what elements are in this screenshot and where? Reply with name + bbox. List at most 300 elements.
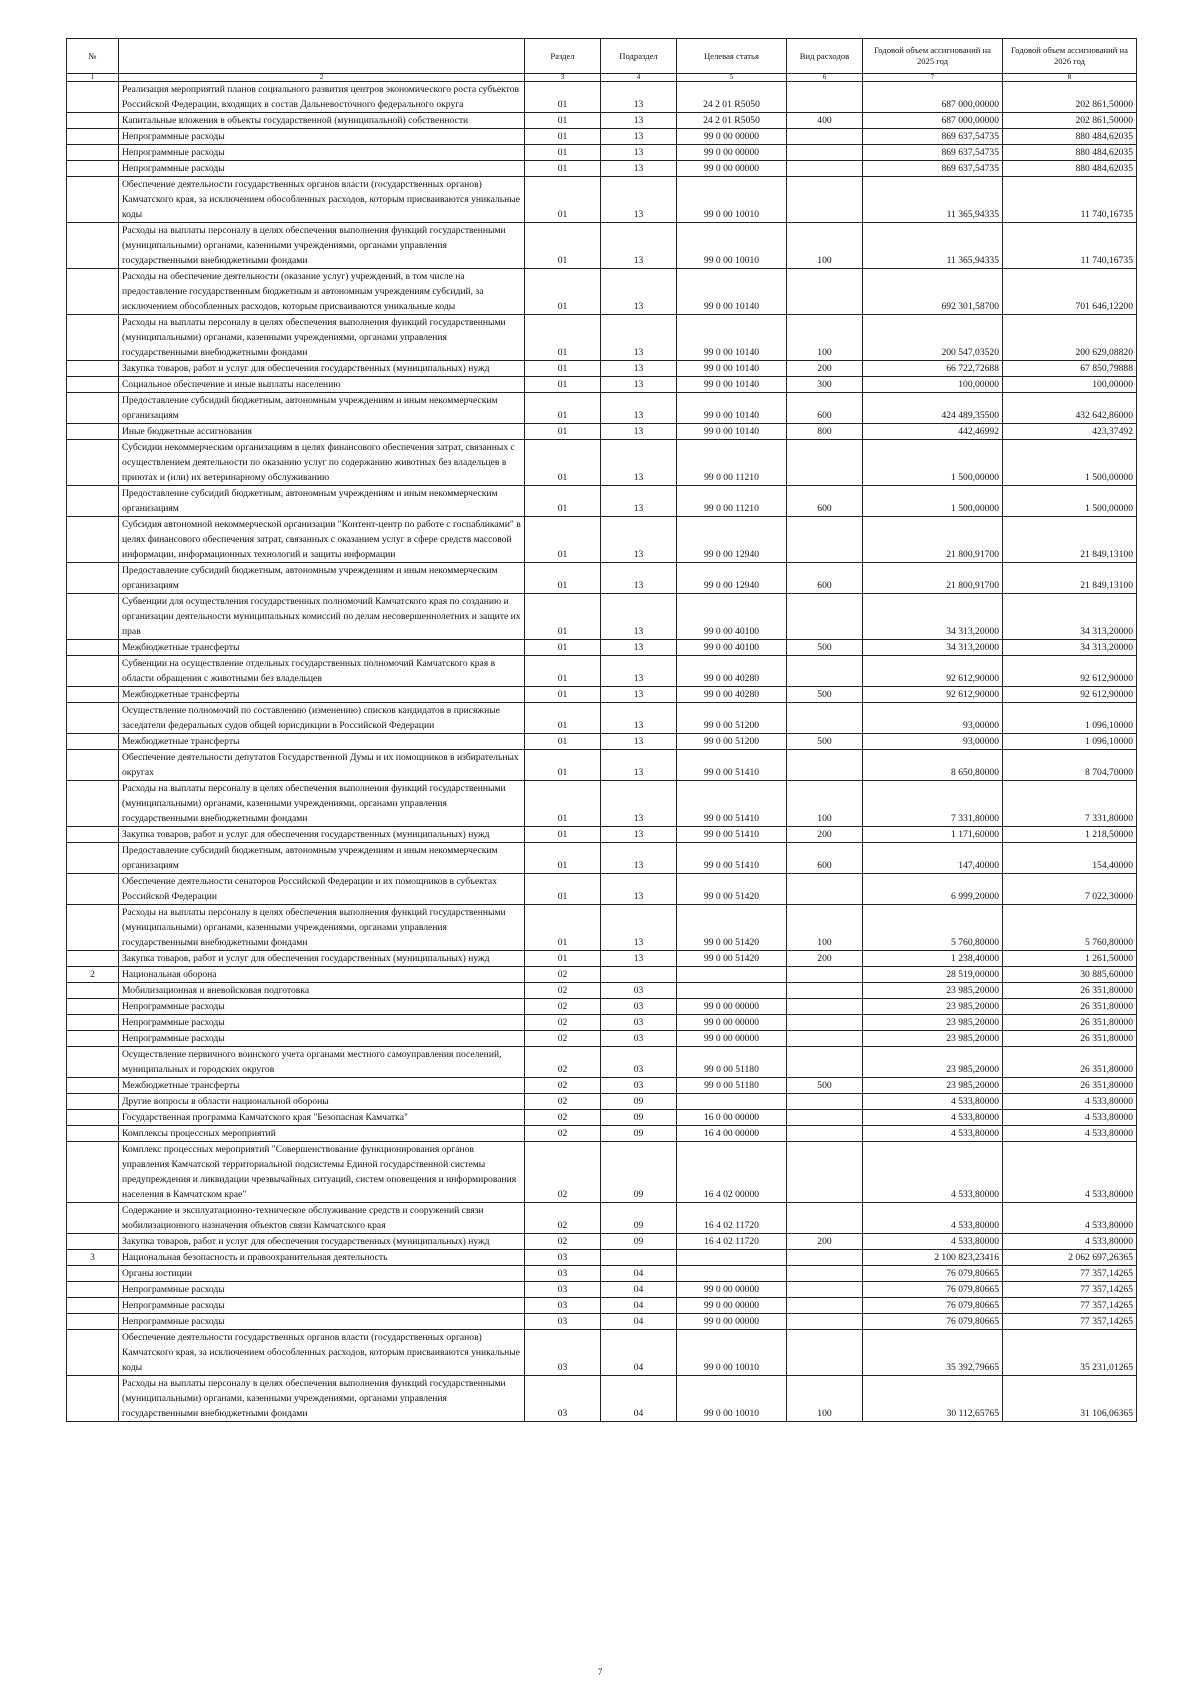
amount-2025: 21 800,91700 [863, 563, 1003, 594]
expense-type [787, 750, 863, 781]
column-number: 1 [67, 74, 119, 82]
amount-2025: 93,00000 [863, 703, 1003, 734]
row-number [67, 983, 119, 999]
table-row [67, 269, 1137, 315]
subsection-code: 13 [601, 145, 677, 161]
expense-type [787, 177, 863, 223]
amount-2026: 154,40000 [1003, 843, 1137, 874]
expense-name: Субсидии некоммерческим организациям в целях финансового обеспечения затрат, связанных с осуществлением деятельности по оказанию услуг по содержанию животных без владельцев в приютах и (или) их ветеринарному обслуживанию [119, 440, 525, 486]
target-article: 99 0 00 51420 [677, 874, 787, 905]
table-row [67, 843, 1137, 874]
subsection-code: 09 [601, 1094, 677, 1110]
amount-2025: 23 985,20000 [863, 999, 1003, 1015]
amount-2025: 92 612,90000 [863, 656, 1003, 687]
amount-2025: 4 533,80000 [863, 1110, 1003, 1126]
subsection-code: 13 [601, 781, 677, 827]
amount-2025: 23 985,20000 [863, 1031, 1003, 1047]
table-row [67, 1031, 1137, 1047]
target-article: 16 4 02 00000 [677, 1142, 787, 1203]
section-code: 02 [525, 1078, 601, 1094]
amount-2026: 30 885,60000 [1003, 967, 1137, 983]
subsection-code: 13 [601, 315, 677, 361]
table-row [67, 377, 1137, 393]
expense-name: Содержание и эксплуатационно-техническое обслуживание средств и сооружений связи мобилизационного назначения объектов связи Камчатского края [119, 1203, 525, 1234]
section-code: 02 [525, 983, 601, 999]
amount-2026: 34 313,20000 [1003, 640, 1137, 656]
section-code: 02 [525, 1031, 601, 1047]
section-code: 01 [525, 563, 601, 594]
expense-name: Непрограммные расходы [119, 1314, 525, 1330]
section-code: 01 [525, 82, 601, 113]
table-row [67, 113, 1137, 129]
section-code: 02 [525, 967, 601, 983]
table-row [67, 1203, 1137, 1234]
row-number [67, 145, 119, 161]
section-code: 01 [525, 656, 601, 687]
expense-type [787, 1282, 863, 1298]
expense-name: Межбюджетные трансферты [119, 640, 525, 656]
amount-2026: 26 351,80000 [1003, 999, 1137, 1015]
col-header-name [119, 39, 525, 74]
table-row [67, 424, 1137, 440]
target-article [677, 967, 787, 983]
section-code: 02 [525, 1094, 601, 1110]
subsection-code [601, 967, 677, 983]
section-code: 01 [525, 361, 601, 377]
amount-2025: 200 547,03520 [863, 315, 1003, 361]
section-code: 01 [525, 161, 601, 177]
expense-type [787, 517, 863, 563]
amount-2025: 424 489,35500 [863, 393, 1003, 424]
expense-type [787, 1266, 863, 1282]
subsection-code: 03 [601, 999, 677, 1015]
subsection-code: 13 [601, 827, 677, 843]
row-number [67, 177, 119, 223]
row-number [67, 1047, 119, 1078]
row-number [67, 687, 119, 703]
row-number [67, 827, 119, 843]
expense-type: 600 [787, 843, 863, 874]
expense-type: 600 [787, 393, 863, 424]
amount-2025: 6 999,20000 [863, 874, 1003, 905]
amount-2026: 202 861,50000 [1003, 82, 1137, 113]
section-code: 03 [525, 1250, 601, 1266]
row-number [67, 440, 119, 486]
amount-2026: 77 357,14265 [1003, 1266, 1137, 1282]
expense-name: Предоставление субсидий бюджетным, автономным учреждениям и иным некоммерческим организациям [119, 393, 525, 424]
subsection-code: 13 [601, 843, 677, 874]
amount-2026: 11 740,16735 [1003, 177, 1137, 223]
expense-name: Непрограммные расходы [119, 1282, 525, 1298]
subsection-code: 09 [601, 1110, 677, 1126]
row-number [67, 1298, 119, 1314]
section-code: 03 [525, 1330, 601, 1376]
section-code: 02 [525, 1015, 601, 1031]
target-article: 99 0 00 40100 [677, 640, 787, 656]
expense-type [787, 1126, 863, 1142]
row-number [67, 594, 119, 640]
section-code: 02 [525, 1142, 601, 1203]
amount-2026: 92 612,90000 [1003, 687, 1137, 703]
expense-name: Органы юстиции [119, 1266, 525, 1282]
amount-2025: 34 313,20000 [863, 640, 1003, 656]
subsection-code: 13 [601, 377, 677, 393]
target-article: 99 0 00 00000 [677, 999, 787, 1015]
section-code: 01 [525, 827, 601, 843]
expense-type: 100 [787, 905, 863, 951]
amount-2026: 880 484,62035 [1003, 145, 1137, 161]
column-number-row [67, 74, 1137, 82]
row-number [67, 486, 119, 517]
expense-name: Непрограммные расходы [119, 1031, 525, 1047]
amount-2025: 4 533,80000 [863, 1094, 1003, 1110]
column-number: 4 [601, 74, 677, 82]
expense-name: Иные бюджетные ассигнования [119, 424, 525, 440]
subsection-code: 04 [601, 1330, 677, 1376]
column-number: 3 [525, 74, 601, 82]
section-code: 01 [525, 486, 601, 517]
table-row [67, 967, 1137, 983]
section-code: 01 [525, 905, 601, 951]
expense-type: 500 [787, 640, 863, 656]
target-article: 99 0 00 12940 [677, 563, 787, 594]
row-number [67, 1110, 119, 1126]
expense-name: Непрограммные расходы [119, 999, 525, 1015]
amount-2026: 423,37492 [1003, 424, 1137, 440]
target-article: 99 0 00 10010 [677, 223, 787, 269]
target-article: 99 0 00 51180 [677, 1047, 787, 1078]
expense-type [787, 1314, 863, 1330]
section-code: 01 [525, 874, 601, 905]
row-number [67, 129, 119, 145]
subsection-code: 13 [601, 113, 677, 129]
expense-type [787, 1110, 863, 1126]
expense-type [787, 1142, 863, 1203]
row-number [67, 1314, 119, 1330]
expense-type [787, 874, 863, 905]
subsection-code: 13 [601, 129, 677, 145]
row-number [67, 1031, 119, 1047]
row-number [67, 361, 119, 377]
amount-2026: 26 351,80000 [1003, 1078, 1137, 1094]
expense-type [787, 967, 863, 983]
target-article: 99 0 00 10140 [677, 315, 787, 361]
expense-name: Осуществление полномочий по составлению (изменению) списков кандидатов в присяжные заседатели федеральных судов общей юрисдикции в Российской Федерации [119, 703, 525, 734]
row-number: 3 [67, 1250, 119, 1266]
section-code: 01 [525, 687, 601, 703]
amount-2026: 202 861,50000 [1003, 113, 1137, 129]
expense-type [787, 269, 863, 315]
row-number [67, 223, 119, 269]
expense-name: Субвенции на осуществление отдельных государственных полномочий Камчатского края в области обращения с животными без владельцев [119, 656, 525, 687]
expense-type [787, 145, 863, 161]
amount-2025: 4 533,80000 [863, 1126, 1003, 1142]
target-article: 16 0 00 00000 [677, 1110, 787, 1126]
expense-type [787, 1330, 863, 1376]
amount-2025: 687 000,00000 [863, 82, 1003, 113]
expense-name: Непрограммные расходы [119, 129, 525, 145]
expense-type: 300 [787, 377, 863, 393]
table-row [67, 1314, 1137, 1330]
row-number [67, 393, 119, 424]
header-row [67, 39, 1137, 74]
expense-name: Другие вопросы в области национальной обороны [119, 1094, 525, 1110]
subsection-code: 13 [601, 640, 677, 656]
page-number: 7 [597, 1667, 603, 1677]
amount-2025: 2 100 823,23416 [863, 1250, 1003, 1266]
table-row [67, 145, 1137, 161]
subsection-code: 13 [601, 703, 677, 734]
section-code: 01 [525, 113, 601, 129]
amount-2026: 35 231,01265 [1003, 1330, 1137, 1376]
section-code: 03 [525, 1376, 601, 1422]
row-number [67, 843, 119, 874]
subsection-code: 13 [601, 486, 677, 517]
amount-2026: 77 357,14265 [1003, 1282, 1137, 1298]
expense-name: Межбюджетные трансферты [119, 687, 525, 703]
subsection-code: 13 [601, 687, 677, 703]
amount-2026: 880 484,62035 [1003, 129, 1137, 145]
amount-2025: 76 079,80665 [863, 1298, 1003, 1314]
target-article: 99 0 00 51200 [677, 734, 787, 750]
section-code: 01 [525, 843, 601, 874]
expense-type [787, 1250, 863, 1266]
amount-2026: 701 646,12200 [1003, 269, 1137, 315]
col-header-section: Раздел [525, 39, 601, 74]
amount-2025: 76 079,80665 [863, 1266, 1003, 1282]
section-code: 03 [525, 1266, 601, 1282]
table-row [67, 1250, 1137, 1266]
subsection-code: 13 [601, 177, 677, 223]
section-code: 01 [525, 177, 601, 223]
row-number [67, 82, 119, 113]
table-row [67, 161, 1137, 177]
subsection-code: 13 [601, 750, 677, 781]
expense-type [787, 1047, 863, 1078]
expense-name: Межбюджетные трансферты [119, 734, 525, 750]
target-article: 99 0 00 00000 [677, 1314, 787, 1330]
expense-name: Непрограммные расходы [119, 1298, 525, 1314]
subsection-code: 13 [601, 874, 677, 905]
expense-name: Непрограммные расходы [119, 1015, 525, 1031]
section-code: 01 [525, 703, 601, 734]
table-row [67, 703, 1137, 734]
expense-name: Государственная программа Камчатского края "Безопасная Камчатка" [119, 1110, 525, 1126]
table-row [67, 750, 1137, 781]
row-number [67, 377, 119, 393]
amount-2025: 147,40000 [863, 843, 1003, 874]
amount-2025: 23 985,20000 [863, 983, 1003, 999]
expense-type [787, 1094, 863, 1110]
expense-type: 200 [787, 827, 863, 843]
amount-2026: 21 849,13100 [1003, 563, 1137, 594]
expense-type [787, 129, 863, 145]
target-article: 99 0 00 51180 [677, 1078, 787, 1094]
amount-2026: 1 096,10000 [1003, 734, 1137, 750]
expense-name: Осуществление первичного воинского учета органами местного самоуправления поселений, муниципальных и городских округов [119, 1047, 525, 1078]
expense-name: Обеспечение деятельности государственных органов власти (государственных органов) Камчатского края, за исключением обособленных расходов, которым присваиваются уникальные коды [119, 1330, 525, 1376]
target-article [677, 1250, 787, 1266]
expense-name: Обеспечение деятельности государственных органов власти (государственных органов) Камчатского края, за исключением обособленных расходов, которым присваиваются уникальные коды [119, 177, 525, 223]
expense-name: Закупка товаров, работ и услуг для обеспечения государственных (муниципальных) нужд [119, 951, 525, 967]
target-article: 99 0 00 10140 [677, 361, 787, 377]
expense-type: 600 [787, 563, 863, 594]
amount-2025: 4 533,80000 [863, 1142, 1003, 1203]
subsection-code: 13 [601, 517, 677, 563]
expense-type [787, 82, 863, 113]
expense-type: 200 [787, 361, 863, 377]
amount-2025: 23 985,20000 [863, 1078, 1003, 1094]
section-code: 01 [525, 269, 601, 315]
target-article: 99 0 00 10010 [677, 1330, 787, 1376]
amount-2026: 26 351,80000 [1003, 1031, 1137, 1047]
expense-type [787, 161, 863, 177]
subsection-code: 03 [601, 1078, 677, 1094]
table-row [67, 1126, 1137, 1142]
expense-type: 100 [787, 315, 863, 361]
amount-2025: 76 079,80665 [863, 1314, 1003, 1330]
column-number: 5 [677, 74, 787, 82]
col-header-target: Целевая статья [677, 39, 787, 74]
expense-name: Комплекс процессных мероприятий "Совершенствование функционирования органов управления Камчатской территориальной подсистемы Единой государственной системы предупреждения и ликвидации чрезвычайных ситуаций, систем оповещения и информирования населения в Камчатском крае" [119, 1142, 525, 1203]
amount-2026: 1 096,10000 [1003, 703, 1137, 734]
target-article: 16 4 00 00000 [677, 1126, 787, 1142]
amount-2026: 92 612,90000 [1003, 656, 1137, 687]
amount-2026: 7 331,80000 [1003, 781, 1137, 827]
amount-2025: 92 612,90000 [863, 687, 1003, 703]
expense-name: Закупка товаров, работ и услуг для обеспечения государственных (муниципальных) нужд [119, 827, 525, 843]
expense-name: Национальная безопасность и правоохранительная деятельность [119, 1250, 525, 1266]
expense-type: 200 [787, 1234, 863, 1250]
table-row [67, 983, 1137, 999]
subsection-code: 13 [601, 951, 677, 967]
expense-name: Расходы на выплаты персоналу в целях обеспечения выполнения функций государственными (муниципальными) органами, казенными учреждениями, органами управления государственными внебюджетными фондами [119, 781, 525, 827]
amount-2025: 4 533,80000 [863, 1203, 1003, 1234]
row-number [67, 1203, 119, 1234]
expense-type: 100 [787, 781, 863, 827]
row-number [67, 1376, 119, 1422]
table-row [67, 82, 1137, 113]
target-article: 99 0 00 51200 [677, 703, 787, 734]
expense-name: Расходы на выплаты персоналу в целях обеспечения выполнения функций государственными (муниципальными) органами, казенными учреждениями, органами управления государственными внебюджетными фондами [119, 315, 525, 361]
expense-type [787, 703, 863, 734]
amount-2025: 4 533,80000 [863, 1234, 1003, 1250]
expense-type: 800 [787, 424, 863, 440]
expense-name: Предоставление субсидий бюджетным, автономным учреждениям и иным некоммерческим организациям [119, 486, 525, 517]
expense-name: Социальное обеспечение и иные выплаты населению [119, 377, 525, 393]
table-row [67, 827, 1137, 843]
subsection-code: 13 [601, 424, 677, 440]
table-row [67, 594, 1137, 640]
section-code: 01 [525, 750, 601, 781]
amount-2026: 5 760,80000 [1003, 905, 1137, 951]
table-row [67, 486, 1137, 517]
subsection-code: 04 [601, 1298, 677, 1314]
target-article: 99 0 00 40100 [677, 594, 787, 640]
expense-name: Капитальные вложения в объекты государственной (муниципальной) собственности [119, 113, 525, 129]
amount-2025: 11 365,94335 [863, 223, 1003, 269]
target-article: 99 0 00 11210 [677, 440, 787, 486]
expense-type: 500 [787, 1078, 863, 1094]
table-row [67, 1047, 1137, 1078]
amount-2025: 76 079,80665 [863, 1282, 1003, 1298]
expense-name: Расходы на выплаты персоналу в целях обеспечения выполнения функций государственными (муниципальными) органами, казенными учреждениями, органами управления государственными внебюджетными фондами [119, 905, 525, 951]
amount-2025: 687 000,00000 [863, 113, 1003, 129]
budget-table [66, 38, 1137, 1422]
amount-2026: 8 704,70000 [1003, 750, 1137, 781]
section-code: 02 [525, 1047, 601, 1078]
section-code: 02 [525, 1203, 601, 1234]
amount-2026: 7 022,30000 [1003, 874, 1137, 905]
row-number [67, 517, 119, 563]
expense-name: Предоставление субсидий бюджетным, автономным учреждениям и иным некоммерческим организациям [119, 563, 525, 594]
subsection-code: 13 [601, 393, 677, 424]
target-article: 99 0 00 11210 [677, 486, 787, 517]
expense-type [787, 656, 863, 687]
subsection-code: 04 [601, 1376, 677, 1422]
row-number [67, 905, 119, 951]
amount-2025: 1 238,40000 [863, 951, 1003, 967]
table-row [67, 1282, 1137, 1298]
expense-name: Расходы на выплаты персоналу в целях обеспечения выполнения функций государственными (муниципальными) органами, казенными учреждениями, органами управления государственными внебюджетными фондами [119, 1376, 525, 1422]
amount-2025: 869 637,54735 [863, 129, 1003, 145]
row-number [67, 161, 119, 177]
expense-type [787, 1203, 863, 1234]
target-article: 99 0 00 00000 [677, 161, 787, 177]
table-row [67, 177, 1137, 223]
table-row [67, 315, 1137, 361]
subsection-code: 09 [601, 1126, 677, 1142]
amount-2025: 692 301,58700 [863, 269, 1003, 315]
amount-2025: 93,00000 [863, 734, 1003, 750]
expense-type: 400 [787, 113, 863, 129]
table-row [67, 734, 1137, 750]
section-code: 01 [525, 145, 601, 161]
amount-2026: 1 218,50000 [1003, 827, 1137, 843]
target-article: 99 0 00 51410 [677, 781, 787, 827]
table-row [67, 1142, 1137, 1203]
expense-name: Мобилизационная и вневойсковая подготовка [119, 983, 525, 999]
col-header-2026: Годовой объем ассигнований на 2026 год [1003, 39, 1137, 74]
table-row [67, 781, 1137, 827]
expense-name: Закупка товаров, работ и услуг для обеспечения государственных (муниципальных) нужд [119, 1234, 525, 1250]
row-number [67, 951, 119, 967]
table-row [67, 517, 1137, 563]
section-code: 02 [525, 1126, 601, 1142]
table-row [67, 640, 1137, 656]
row-number [67, 750, 119, 781]
section-code: 01 [525, 393, 601, 424]
amount-2026: 1 261,50000 [1003, 951, 1137, 967]
row-number [67, 1078, 119, 1094]
amount-2026: 26 351,80000 [1003, 1015, 1137, 1031]
amount-2025: 1 500,00000 [863, 486, 1003, 517]
target-article: 99 0 00 00000 [677, 1031, 787, 1047]
expense-name: Закупка товаров, работ и услуг для обеспечения государственных (муниципальных) нужд [119, 361, 525, 377]
subsection-code [601, 1250, 677, 1266]
row-number [67, 315, 119, 361]
subsection-code: 13 [601, 82, 677, 113]
subsection-code: 13 [601, 223, 677, 269]
expense-type [787, 594, 863, 640]
row-number [67, 703, 119, 734]
expense-name: Национальная оборона [119, 967, 525, 983]
amount-2026: 1 500,00000 [1003, 486, 1137, 517]
amount-2026: 67 850,79888 [1003, 361, 1137, 377]
row-number [67, 1094, 119, 1110]
subsection-code: 13 [601, 594, 677, 640]
section-code: 01 [525, 781, 601, 827]
